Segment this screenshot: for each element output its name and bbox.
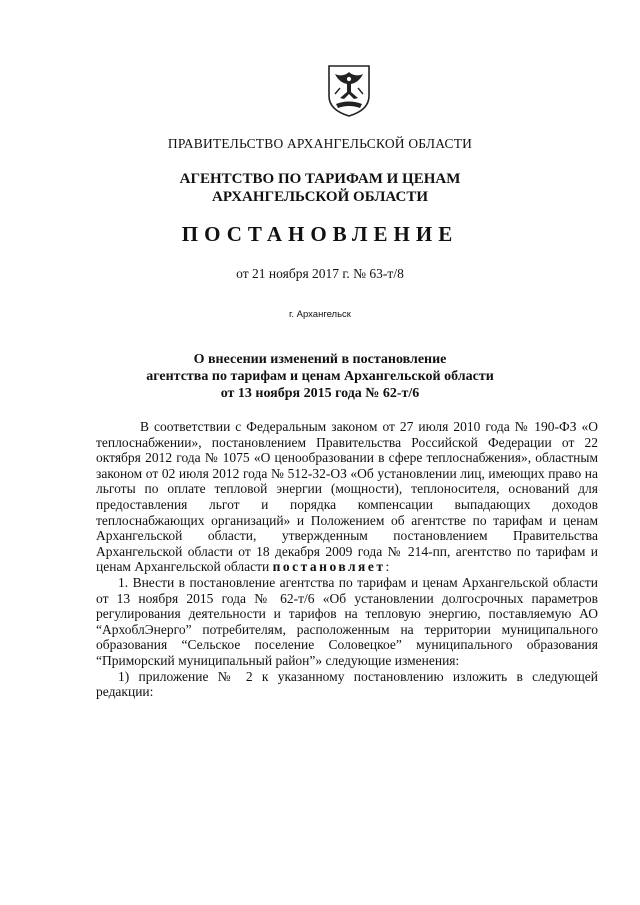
subject-line-3: от 13 ноября 2015 года № 62-т/6 [220,386,420,401]
paragraph-item-1: 1. Внести в постановление агентства по тарифам и ценам Архангельской области от 13 ноября 2015 года № 62-т/6 «Об установлении долгосрочных параметров регулирования деятельности и тарифов на тепловую энергию, поставляемую АО “АрхоблЭнерго” потребителям, расположенным на территории муниципального образования “Сельское поселение Соловецкое” муниципального образования “Приморский муниципальный район”» следующие изменения: [96,574,598,668]
subject-line-2: агентства по тарифам и ценам Архангельской области [146,369,494,384]
agency-name [0,170,640,206]
coat-of-arms-emblem [326,64,372,118]
document-body [96,419,598,700]
document-type-title: ПОСТАНОВЛЕНИЕ [181,222,459,246]
agency-line-2: АРХАНГЕЛЬСКОЙ ОБЛАСТИ [212,189,428,205]
document-subject [0,351,640,402]
subject-line-1: О внесении изменений в постановление [193,352,447,367]
document-date-number: от 21 ноября 2017 г. № 63-т/8 [236,266,404,281]
preamble-text: В соответствии с Федеральным законом от 27 июля 2010 года № 190-ФЗ «О теплоснабжении», постановлением Правительства Российской Федерации от 22 октября 2012 года № 1075 «О ценообразовании в сфере теплоснабжения», областным законом от 02 июля 2012 года № 512-32-ОЗ «Об установлении лиц, имеющих право на льготы по оплате тепловой энергии (мощности), теплоносителя, оснований для предоставления льгот и порядка компенсации выпадающих доходов теплоснабжающих организаций» и Положением об агентстве по тарифам и ценам Архангельской области, утвержденным постановлением Правительства Архангельской области от 18 декабря 2009 года № 214-пп, агентство по тарифам и ценам Архангельской области [96,419,598,575]
preamble-colon: : [385,559,390,575]
document-city: г. Архангельск [289,309,351,320]
resolves-keyword: постановляет [272,559,386,575]
paragraph-subitem-1: 1) приложение № 2 к указанному постановлению изложить в следующей редакции: [96,668,598,700]
government-name: ПРАВИТЕЛЬСТВО АРХАНГЕЛЬСКОЙ ОБЛАСТИ [167,136,473,151]
paragraph-preamble [96,419,598,575]
agency-line-1: АГЕНТСТВО ПО ТАРИФАМ И ЦЕНАМ [179,171,461,187]
